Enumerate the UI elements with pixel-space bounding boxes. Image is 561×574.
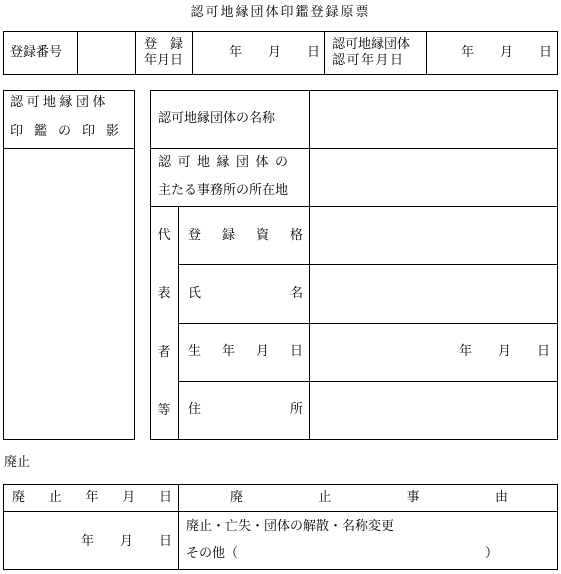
seal-label-line2: 印鑑の印影 <box>10 124 131 139</box>
approval-date-field[interactable]: 年 月 日 <box>460 45 552 60</box>
abolition-date-header-char: 廃 <box>12 490 26 505</box>
rep-row-birthdate-field[interactable]: 年 月 日 <box>458 344 550 359</box>
rep-label-char: 生 <box>188 344 202 359</box>
abolition-date-header-char: 月 <box>122 490 136 505</box>
rep-label-char: 日 <box>289 344 303 359</box>
reg-date-label-bottom: 年月日 <box>144 53 184 68</box>
org-name-field[interactable] <box>311 92 557 147</box>
reg-date-field[interactable]: 年 月 日 <box>228 45 320 60</box>
abolition-reason-header-char: 由 <box>494 490 508 505</box>
rep-label-char: 住 <box>188 402 202 417</box>
rep-label-char: 登 <box>188 228 202 243</box>
rep-group-char: 表 <box>157 286 171 302</box>
rep-group-char: 者 <box>157 344 171 360</box>
abolition-date-header-char: 止 <box>48 490 62 505</box>
abolition-date-field[interactable]: 年 月 日 <box>80 534 172 549</box>
abolition-section-label: 廃止 <box>4 455 31 470</box>
rep-group-label <box>150 206 178 440</box>
abolition-date-header-char: 日 <box>158 490 172 505</box>
reg-number-label: 登録番号 <box>10 45 63 60</box>
org-name-label: 認可地縁団体の名称 <box>158 111 276 126</box>
approval-date-label-bottom: 認可年月日 <box>332 53 405 68</box>
abolition-reason-options: 廃止・亡失・団体の解散・名称変更 <box>186 519 395 534</box>
rep-label-char: 録 <box>221 228 235 243</box>
rep-group-char: 代 <box>157 227 171 243</box>
rep-label-char: 氏 <box>188 286 202 301</box>
rep-label-char: 名 <box>289 286 303 301</box>
abolition-reason-other[interactable]: その他（ ） <box>186 546 499 561</box>
abolition-reason-header-char: 止 <box>318 490 332 505</box>
rep-label-char: 所 <box>289 402 303 417</box>
reg-date-label-top: 登 録 <box>144 37 184 52</box>
abolition-date-header-char: 年 <box>85 490 99 505</box>
rep-label-char: 資 <box>255 228 269 243</box>
office-label-line1: 認可地縁団体の <box>158 155 295 170</box>
abolition-reason-header-char: 廃 <box>230 490 244 505</box>
approval-date-label-top: 認可地縁団体 <box>332 37 411 52</box>
rep-group-char: 等 <box>157 403 171 419</box>
rep-row-address-label <box>188 403 303 416</box>
abolition-reason-header <box>230 491 508 504</box>
abolition-reason-header-char: 事 <box>406 490 420 505</box>
rep-label-char: 年 <box>221 344 235 359</box>
seal-impression-area[interactable] <box>4 149 134 439</box>
rep-row-name-label <box>188 287 303 300</box>
page-title: 認可地縁団体印鑑登録原票 <box>190 5 371 20</box>
abolition-date-header <box>12 491 172 504</box>
rep-label-char: 格 <box>289 228 303 243</box>
office-label-line2: 主たる事務所の所在地 <box>158 183 289 198</box>
rep-label-char: 月 <box>255 344 269 359</box>
seal-label-line1: 認可地縁団体 <box>10 95 110 110</box>
rep-row-birthdate-label <box>188 345 303 358</box>
rep-row-qualification-label <box>188 229 303 242</box>
office-address-field[interactable] <box>311 150 557 205</box>
